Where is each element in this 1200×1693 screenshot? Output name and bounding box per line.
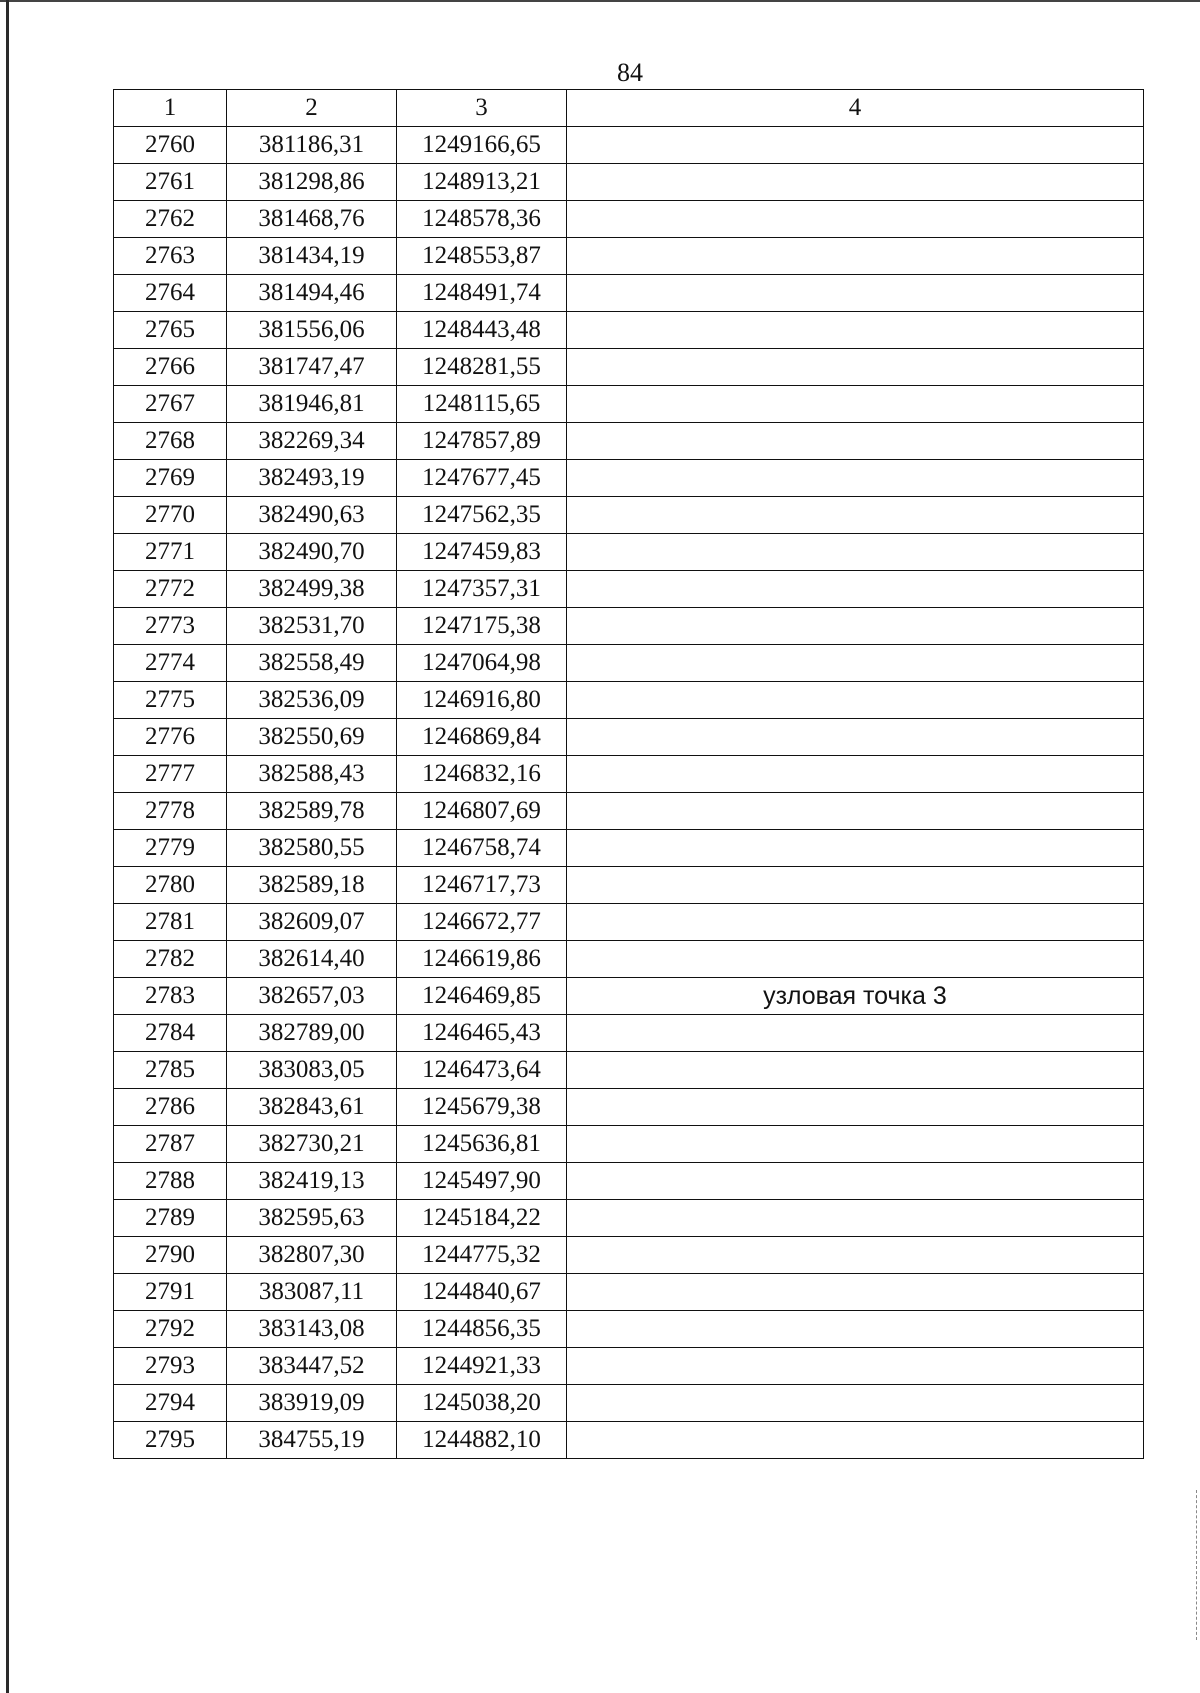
x-coordinate-cell: 383447,52: [227, 1348, 397, 1385]
coordinates-table: [113, 89, 1144, 1459]
point-number-cell: 2791: [114, 1274, 227, 1311]
x-coordinate-cell: 383087,11: [227, 1274, 397, 1311]
note-cell: [567, 682, 1144, 719]
table-row: [114, 1422, 1144, 1459]
x-coordinate-cell: 382807,30: [227, 1237, 397, 1274]
table-row: [114, 1274, 1144, 1311]
table-row: [114, 1311, 1144, 1348]
table-row: [114, 386, 1144, 423]
x-coordinate-cell: 382588,43: [227, 756, 397, 793]
table-row: [114, 127, 1144, 164]
point-number-cell: 2774: [114, 645, 227, 682]
point-number-cell: 2790: [114, 1237, 227, 1274]
note-cell: [567, 386, 1144, 423]
point-number-cell: 2777: [114, 756, 227, 793]
point-number-cell: 2768: [114, 423, 227, 460]
note-cell: [567, 904, 1144, 941]
y-coordinate-cell: 1248281,55: [397, 349, 567, 386]
y-coordinate-cell: 1246758,74: [397, 830, 567, 867]
y-coordinate-cell: 1244856,35: [397, 1311, 567, 1348]
y-coordinate-cell: 1247357,31: [397, 571, 567, 608]
y-coordinate-cell: 1246717,73: [397, 867, 567, 904]
column-header: 3: [397, 90, 567, 127]
x-coordinate-cell: 382589,78: [227, 793, 397, 830]
y-coordinate-cell: 1247562,35: [397, 497, 567, 534]
point-number-cell: 2765: [114, 312, 227, 349]
table-row: [114, 1237, 1144, 1274]
y-coordinate-cell: 1248491,74: [397, 275, 567, 312]
note-cell: [567, 1126, 1144, 1163]
y-coordinate-cell: 1245038,20: [397, 1385, 567, 1422]
x-coordinate-cell: 382730,21: [227, 1126, 397, 1163]
column-header: 1: [114, 90, 227, 127]
y-coordinate-cell: 1245636,81: [397, 1126, 567, 1163]
y-coordinate-cell: 1246916,80: [397, 682, 567, 719]
point-number-cell: 2788: [114, 1163, 227, 1200]
table-row: [114, 1089, 1144, 1126]
x-coordinate-cell: 382499,38: [227, 571, 397, 608]
point-number-cell: 2795: [114, 1422, 227, 1459]
note-cell: [567, 312, 1144, 349]
y-coordinate-cell: 1248913,21: [397, 164, 567, 201]
point-number-cell: 2784: [114, 1015, 227, 1052]
point-number-cell: 2764: [114, 275, 227, 312]
y-coordinate-cell: 1248578,36: [397, 201, 567, 238]
note-cell: [567, 1089, 1144, 1126]
y-coordinate-cell: 1248443,48: [397, 312, 567, 349]
table-row: [114, 867, 1144, 904]
point-number-cell: 2769: [114, 460, 227, 497]
table-row: [114, 682, 1144, 719]
point-number-cell: 2782: [114, 941, 227, 978]
table-row: [114, 312, 1144, 349]
table-row: [114, 904, 1144, 941]
note-cell: [567, 1385, 1144, 1422]
x-coordinate-cell: 382493,19: [227, 460, 397, 497]
y-coordinate-cell: 1247857,89: [397, 423, 567, 460]
x-coordinate-cell: 382558,49: [227, 645, 397, 682]
note-cell: [567, 1200, 1144, 1237]
point-number-cell: 2789: [114, 1200, 227, 1237]
table-row: [114, 830, 1144, 867]
x-coordinate-cell: 382614,40: [227, 941, 397, 978]
x-coordinate-cell: 384755,19: [227, 1422, 397, 1459]
note-cell: [567, 1015, 1144, 1052]
note-cell: [567, 164, 1144, 201]
table-row: [114, 497, 1144, 534]
x-coordinate-cell: 382589,18: [227, 867, 397, 904]
y-coordinate-cell: 1246465,43: [397, 1015, 567, 1052]
note-cell: [567, 534, 1144, 571]
note-cell: [567, 1163, 1144, 1200]
y-coordinate-cell: 1245184,22: [397, 1200, 567, 1237]
note-cell: узловая точка 3: [567, 978, 1144, 1015]
point-number-cell: 2778: [114, 793, 227, 830]
table-row: [114, 608, 1144, 645]
y-coordinate-cell: 1244775,32: [397, 1237, 567, 1274]
table-header-row: [114, 90, 1144, 127]
table-row: [114, 978, 1144, 1015]
note-cell: [567, 1422, 1144, 1459]
point-number-cell: 2779: [114, 830, 227, 867]
table-row: [114, 1126, 1144, 1163]
x-coordinate-cell: 382536,09: [227, 682, 397, 719]
x-coordinate-cell: 383083,05: [227, 1052, 397, 1089]
y-coordinate-cell: 1245679,38: [397, 1089, 567, 1126]
note-cell: [567, 349, 1144, 386]
point-number-cell: 2770: [114, 497, 227, 534]
point-number-cell: 2794: [114, 1385, 227, 1422]
point-number-cell: 2766: [114, 349, 227, 386]
note-cell: [567, 645, 1144, 682]
point-number-cell: 2773: [114, 608, 227, 645]
table-row: [114, 201, 1144, 238]
x-coordinate-cell: 381556,06: [227, 312, 397, 349]
x-coordinate-cell: 382269,34: [227, 423, 397, 460]
table-row: [114, 1348, 1144, 1385]
page-number: 84: [617, 58, 643, 87]
point-number-cell: 2771: [114, 534, 227, 571]
note-cell: [567, 497, 1144, 534]
x-coordinate-cell: 382531,70: [227, 608, 397, 645]
x-coordinate-cell: 382789,00: [227, 1015, 397, 1052]
note-cell: [567, 1274, 1144, 1311]
note-cell: [567, 127, 1144, 164]
table-body: [114, 127, 1144, 1459]
y-coordinate-cell: 1244921,33: [397, 1348, 567, 1385]
y-coordinate-cell: 1247064,98: [397, 645, 567, 682]
y-coordinate-cell: 1246869,84: [397, 719, 567, 756]
y-coordinate-cell: 1248553,87: [397, 238, 567, 275]
y-coordinate-cell: 1246807,69: [397, 793, 567, 830]
x-coordinate-cell: 382843,61: [227, 1089, 397, 1126]
table-row: [114, 1200, 1144, 1237]
point-number-cell: 2787: [114, 1126, 227, 1163]
y-coordinate-cell: 1246832,16: [397, 756, 567, 793]
y-coordinate-cell: 1247175,38: [397, 608, 567, 645]
table-row: [114, 756, 1144, 793]
x-coordinate-cell: 381747,47: [227, 349, 397, 386]
y-coordinate-cell: 1246469,85: [397, 978, 567, 1015]
x-coordinate-cell: 381298,86: [227, 164, 397, 201]
note-cell: [567, 756, 1144, 793]
x-coordinate-cell: 382490,63: [227, 497, 397, 534]
note-cell: [567, 608, 1144, 645]
y-coordinate-cell: 1247459,83: [397, 534, 567, 571]
y-coordinate-cell: 1246672,77: [397, 904, 567, 941]
x-coordinate-cell: 381468,76: [227, 201, 397, 238]
table-row: [114, 238, 1144, 275]
x-coordinate-cell: 381494,46: [227, 275, 397, 312]
x-coordinate-cell: 381186,31: [227, 127, 397, 164]
note-cell: [567, 1348, 1144, 1385]
point-number-cell: 2785: [114, 1052, 227, 1089]
table-row: [114, 1052, 1144, 1089]
table-row: [114, 460, 1144, 497]
scan-top-edge: [0, 0, 1200, 2]
table-row: [114, 534, 1144, 571]
y-coordinate-cell: 1248115,65: [397, 386, 567, 423]
table-row: [114, 793, 1144, 830]
y-coordinate-cell: 1249166,65: [397, 127, 567, 164]
note-cell: [567, 867, 1144, 904]
x-coordinate-cell: 383143,08: [227, 1311, 397, 1348]
x-coordinate-cell: 382419,13: [227, 1163, 397, 1200]
note-cell: [567, 238, 1144, 275]
point-number-cell: 2776: [114, 719, 227, 756]
x-coordinate-cell: 383919,09: [227, 1385, 397, 1422]
point-number-cell: 2793: [114, 1348, 227, 1385]
point-number-cell: 2786: [114, 1089, 227, 1126]
x-coordinate-cell: 382609,07: [227, 904, 397, 941]
column-header: 2: [227, 90, 397, 127]
table-row: [114, 719, 1144, 756]
table-row: [114, 1163, 1144, 1200]
table-row: [114, 275, 1144, 312]
x-coordinate-cell: 381946,81: [227, 386, 397, 423]
note-cell: [567, 275, 1144, 312]
table-row: [114, 1385, 1144, 1422]
x-coordinate-cell: 382580,55: [227, 830, 397, 867]
scan-left-edge: [6, 0, 9, 1693]
point-number-cell: 2781: [114, 904, 227, 941]
note-cell: [567, 571, 1144, 608]
y-coordinate-cell: 1244840,67: [397, 1274, 567, 1311]
scan-right-marks: [1196, 1490, 1198, 1640]
table-row: [114, 164, 1144, 201]
note-cell: [567, 1311, 1144, 1348]
note-cell: [567, 423, 1144, 460]
x-coordinate-cell: 382490,70: [227, 534, 397, 571]
x-coordinate-cell: 382595,63: [227, 1200, 397, 1237]
point-number-cell: 2780: [114, 867, 227, 904]
note-cell: [567, 1052, 1144, 1089]
point-number-cell: 2775: [114, 682, 227, 719]
table-row: [114, 941, 1144, 978]
table-row: [114, 645, 1144, 682]
point-number-cell: 2772: [114, 571, 227, 608]
note-cell: [567, 1237, 1144, 1274]
note-cell: [567, 460, 1144, 497]
table-row: [114, 571, 1144, 608]
y-coordinate-cell: 1244882,10: [397, 1422, 567, 1459]
table-row: [114, 1015, 1144, 1052]
point-number-cell: 2761: [114, 164, 227, 201]
point-number-cell: 2783: [114, 978, 227, 1015]
point-number-cell: 2792: [114, 1311, 227, 1348]
y-coordinate-cell: 1246619,86: [397, 941, 567, 978]
y-coordinate-cell: 1247677,45: [397, 460, 567, 497]
note-cell: [567, 201, 1144, 238]
note-cell: [567, 793, 1144, 830]
y-coordinate-cell: 1246473,64: [397, 1052, 567, 1089]
table-row: [114, 349, 1144, 386]
table-row: [114, 423, 1144, 460]
x-coordinate-cell: 382657,03: [227, 978, 397, 1015]
point-number-cell: 2763: [114, 238, 227, 275]
note-cell: [567, 941, 1144, 978]
y-coordinate-cell: 1245497,90: [397, 1163, 567, 1200]
point-number-cell: 2760: [114, 127, 227, 164]
note-cell: [567, 719, 1144, 756]
point-number-cell: 2762: [114, 201, 227, 238]
x-coordinate-cell: 381434,19: [227, 238, 397, 275]
note-cell: [567, 830, 1144, 867]
x-coordinate-cell: 382550,69: [227, 719, 397, 756]
point-number-cell: 2767: [114, 386, 227, 423]
column-header: 4: [567, 90, 1144, 127]
